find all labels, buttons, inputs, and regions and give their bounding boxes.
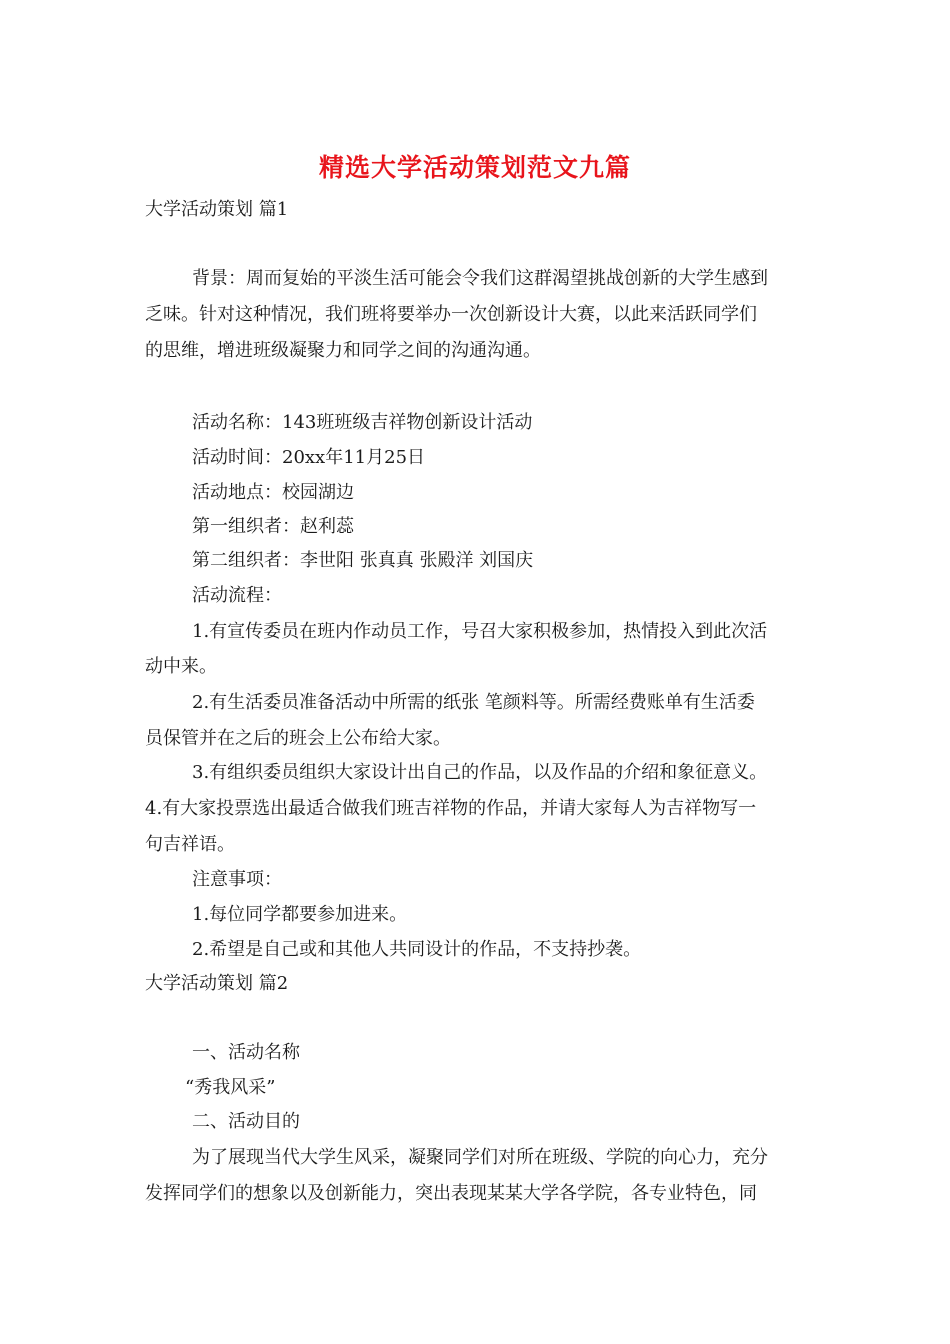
paragraph-line: 1.有宣传委员在班内作动员工作，号召大家积极参加，热情投入到此次活: [192, 621, 768, 642]
paragraph-line: 动中来。: [145, 656, 217, 677]
paragraph-line: 4.有大家投票选出最适合做我们班吉祥物的作品，并请大家每人为吉祥物写一: [145, 798, 757, 819]
paragraph-line: 员保管并在之后的班会上公布给大家。: [145, 728, 451, 749]
paragraph-line: 3.有组织委员组织大家设计出自己的作品，以及作品的介绍和象征意义。: [192, 762, 768, 783]
document-title: 精选大学活动策划范文九篇: [318, 153, 631, 182]
paragraph-line: 2.希望是自己或和其他人共同设计的作品，不支持抄袭。: [192, 939, 642, 960]
paragraph-line: 一、活动名称: [192, 1042, 300, 1063]
paragraph-line: 注意事项：: [192, 869, 282, 890]
paragraph-line: 1.每位同学都要参加进来。: [192, 904, 408, 925]
paragraph-line: “秀我风采”: [185, 1077, 276, 1098]
paragraph-line: 2.有生活委员准备活动中所需的纸张 笔颜料等。所需经费账单有生活委: [192, 692, 755, 713]
paragraph-line: 的思维，增进班级凝聚力和同学之间的沟通沟通。: [145, 340, 541, 361]
paragraph-line: 第一组织者：赵利蕊: [192, 516, 354, 537]
paragraph-line: 为了展现当代大学生风采，凝聚同学们对所在班级、学院的向心力，充分: [192, 1147, 768, 1168]
paragraph-line: 二、活动目的: [192, 1111, 300, 1132]
paragraph-line: 活动地点：校园湖边: [192, 482, 354, 503]
paragraph-line: 活动名称：143班班级吉祥物创新设计活动: [192, 412, 533, 433]
paragraph-line: 活动时间：20xx年11月25日: [192, 447, 426, 468]
section-heading: 大学活动策划 篇2: [145, 973, 289, 994]
paragraph-line: 活动流程：: [192, 585, 282, 606]
section-heading: 大学活动策划 篇1: [145, 199, 289, 220]
paragraph-line: 句吉祥语。: [145, 834, 235, 855]
paragraph-line: 背景：周而复始的平淡生活可能会令我们这群渴望挑战创新的大学生感到: [192, 268, 768, 289]
paragraph-line: 第二组织者：李世阳 张真真 张殿洋 刘国庆: [192, 550, 534, 571]
paragraph-line: 乏味。针对这种情况，我们班将要举办一次创新设计大赛，以此来活跃同学们: [145, 304, 757, 325]
paragraph-line: 发挥同学们的想象以及创新能力，突出表现某某大学各学院，各专业特色，同: [145, 1183, 757, 1204]
